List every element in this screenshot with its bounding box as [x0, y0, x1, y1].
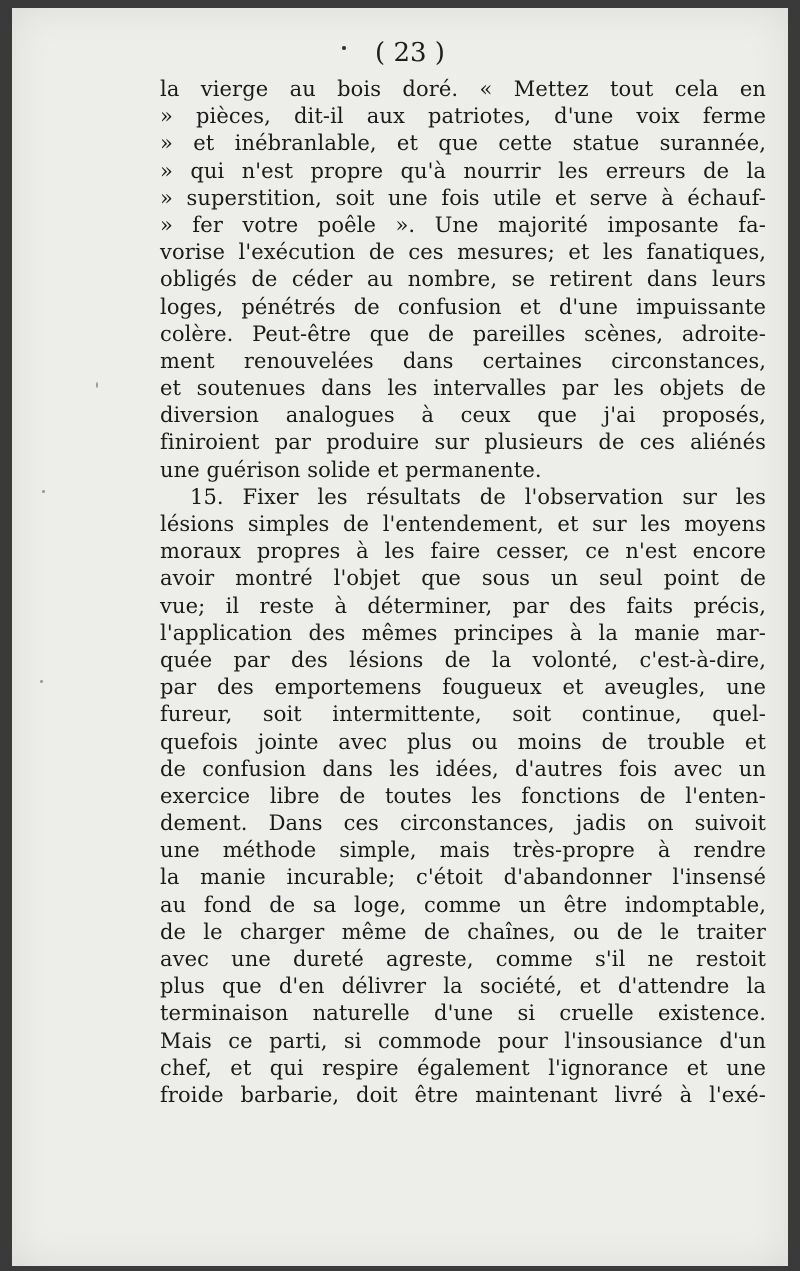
text-line: quefois jointe avec plus ou moins de trouble et — [160, 729, 766, 754]
text-line: colère. Peut-être que de pareilles scènes, adroite- — [160, 321, 766, 346]
text-line: une guérison solide et permanente. — [160, 457, 542, 482]
text-line: vorise l'exécution de ces mesures; et les fanatiques, — [160, 240, 766, 265]
text-line: avec une dureté agreste, comme s'il ne restoit — [160, 947, 766, 971]
text-line: de le charger même de chaînes, ou de le traiter — [160, 919, 766, 944]
ink-speck — [96, 382, 98, 388]
ink-speck — [40, 680, 43, 683]
text-line: Mais ce parti, si commode pour l'insousiance d'un — [160, 1028, 766, 1053]
text-line: plus que d'en délivrer la société, et d'attendre la — [160, 974, 766, 999]
text-line: une méthode simple, mais très-propre à rendre — [160, 838, 766, 863]
text-line: finiroient par produire sur plusieurs de ces aliénés — [160, 430, 766, 455]
text-line: dement. Dans ces circonstances, jadis on suivoit — [160, 811, 766, 836]
text-line: » fer votre poêle ». Une majorité imposante fa- — [160, 212, 766, 237]
text-line: froide barbarie, doit être maintenant livré à l'exé- — [160, 1082, 766, 1107]
text-line: » superstition, soit une fois utile et serve à échauf- — [160, 185, 766, 210]
text-line: » et inébranlable, et que cette statue surannée, — [160, 131, 766, 156]
text-line: chef, et qui respire également l'ignorance et une — [160, 1055, 766, 1080]
text-line: terminaison naturelle d'une si cruelle existence. — [160, 1001, 766, 1026]
text-line: loges, pénétrés de confusion et d'une impuissante — [160, 294, 766, 319]
text-line: exercice libre de toutes les fonctions de l'enten- — [160, 783, 766, 808]
text-line: et soutenues dans les intervalles par les objets de — [160, 376, 766, 401]
text-line: ment renouvelées dans certaines circonstances, — [160, 348, 766, 373]
text-line: de confusion dans les idées, d'autres fois avec un — [160, 756, 766, 781]
page-body-text — [160, 76, 766, 1109]
text-line: vue; il reste à déterminer, par des faits précis, — [160, 593, 766, 618]
text-line: diversion analogues à ceux que j'ai proposés, — [160, 403, 766, 428]
page-number: ( 23 ) — [375, 38, 445, 68]
text-line: lésions simples de l'entendement, et sur les moyens — [160, 512, 766, 536]
text-line: 15. Fixer les résultats de l'observation sur les — [190, 484, 766, 509]
ink-speck — [42, 490, 45, 493]
text-line: avoir montré l'objet que sous un seul point de — [160, 566, 766, 591]
text-line: obligés de céder au nombre, se retirent dans leurs — [160, 267, 766, 292]
text-line: » pièces, dit-il aux patriotes, d'une voix ferme — [160, 104, 766, 129]
text-line: l'application des mêmes principes à la manie mar- — [160, 620, 766, 645]
text-line: moraux propres à les faire cesser, ce n'est encore — [160, 539, 766, 564]
text-line: quée par des lésions de la volonté, c'est-à-dire, — [160, 647, 766, 672]
text-line: » qui n'est propre qu'à nourrir les erreurs de la — [160, 158, 766, 183]
text-line: au fond de sa loge, comme un être indomptable, — [160, 892, 766, 917]
text-line: par des emportemens fougueux et aveugles, une — [160, 675, 766, 700]
text-line: fureur, soit intermittente, soit continue, quel- — [160, 702, 766, 727]
text-line: la vierge au bois doré. « Mettez tout cela en — [160, 77, 766, 101]
text-line: la manie incurable; c'étoit d'abandonner l'insensé — [160, 865, 766, 890]
book-page — [12, 8, 788, 1266]
